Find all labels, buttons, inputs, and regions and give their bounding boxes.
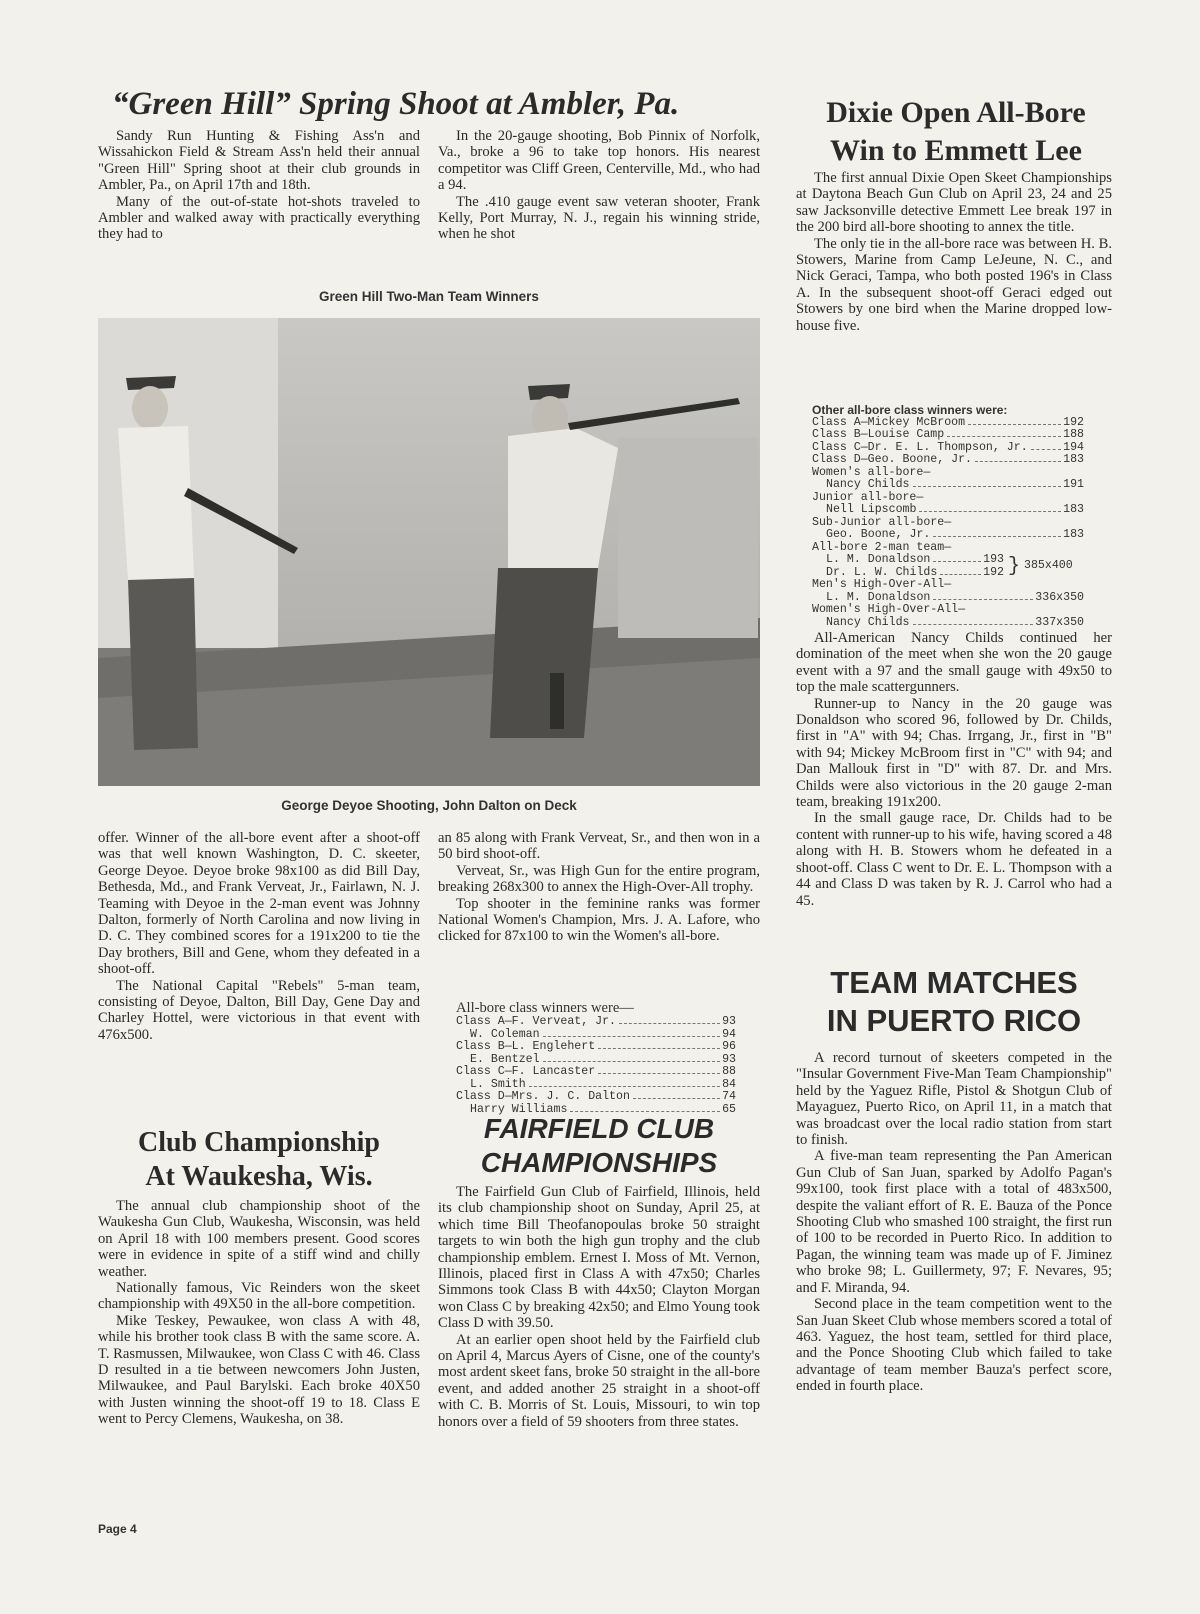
paragraph: Many of the out-of-state hot-shots traveled to Ambler and walked away with practically everything they had to [98, 193, 420, 243]
winners-heading: All-bore class winners were— [456, 1000, 634, 1016]
item-label: Class C—F. Lancaster [456, 1065, 596, 1078]
item-label: Class B—Louise Camp [812, 428, 945, 441]
leader-dots [598, 1073, 720, 1074]
item-label: Women's High-Over-All— [812, 603, 966, 616]
list-item [812, 579, 1084, 592]
team-total: 385x400 [1024, 559, 1073, 573]
shooting-photo [98, 318, 760, 786]
dixie-headline [796, 94, 1116, 170]
item-score: 194 [1063, 440, 1084, 454]
leader-dots [633, 1098, 720, 1099]
dixie-body-bottom [796, 630, 1112, 909]
green-hill-col1-top [98, 128, 420, 243]
item-score: 93 [722, 1015, 736, 1028]
item-score: 74 [722, 1090, 736, 1103]
brace: } [1008, 554, 1021, 578]
paragraph: In the small gauge race, Dr. Childs had to be content with runner-up to his wife, having scored a 48 along with H. B. Stowers whom he defeated in a shoot-off. Class C went to Dr. E. L. Thompson with a 44 and Class D was taken by R. J. Carrol who had a 45. [796, 810, 1112, 909]
item-score: 94 [722, 1027, 736, 1041]
paragraph: Second place in the team competition went to the San Juan Skeet Club whose members scored a total of 463. Yaguez, the host team, settled for third place, and the Ponce Shooting Club which failed to take advantage of team member Bauza's perfect score, ended in fourth place. [796, 1296, 1112, 1395]
fairfield-headline [438, 1112, 760, 1180]
item-label: E. Bentzel [470, 1052, 540, 1066]
leader-dots [933, 599, 1033, 600]
green-hill-winners-list [456, 1000, 736, 1116]
paragraph: The .410 gauge event saw veteran shooter, Frank Kelly, Port Murray, N. J., regain his winning stride, when he shot [438, 193, 760, 243]
item-label: Nancy Childs [826, 478, 910, 491]
list-item [812, 429, 1084, 442]
leader-dots [940, 574, 981, 575]
list-item [812, 554, 1004, 567]
paragraph: In the 20-gauge shooting, Bob Pinnix of Norfolk, Va., broke a 96 to take top honors. His nearest competitor was Cliff Green, Centerville, Md., who had a 94. [438, 128, 760, 194]
item-label: Class D—Geo. Boone, Jr. [812, 453, 973, 466]
green-hill-col1-bottom [98, 830, 420, 1043]
team-entry [812, 554, 1084, 579]
item-score: 336x350 [1035, 590, 1084, 604]
paragraph: Sandy Run Hunting & Fishing Ass'n and Wissahickon Field & Stream Ass'n held their annual "Green Hill" Spring shoot at their club grounds in Ambler, Pa., on April 17th and 18th. [98, 128, 420, 194]
headline-line: Win to Emmett Lee [830, 134, 1082, 167]
leader-dots [1031, 449, 1061, 450]
headline-line: FAIRFIELD CLUB [483, 1113, 715, 1144]
item-label: Geo. Boone, Jr. [826, 528, 931, 541]
paragraph: A five-man team representing the Pan American Gun Club of San Juan, sparked by Adolfo Pagan's 99x100, took first place with a total of 483x500, despite the valiant effort of R. E. Bauza of the Ponce Shooting Club who smashed 100 straight, the first run of 100 to be recorded in Puerto Rico. In addition to Pagan, the winning team was made up of F. Jiminez who broke 98; L. Guillermety, 97; F. Nevares, 95; and F. Miranda, 94. [796, 1148, 1112, 1296]
photo-caption: George Deyoe Shooting, John Dalton on Deck [281, 798, 577, 813]
item-label: Men's High-Over-All— [812, 578, 952, 591]
green-hill-col2-bottom [438, 830, 760, 945]
list-item [812, 617, 1084, 630]
headline-line: CHAMPIONSHIPS [480, 1147, 718, 1178]
paragraph: A record turnout of skeeters competed in the "Insular Government Five-Man Team Championship" held by the Yaguez Rifle, Pistol & Shotgun Club of Mayaguez, Puerto Rico, on April 11, in a match that was broadcast over the local radio station from start to finish. [796, 1050, 1112, 1149]
item-label: L. M. Donaldson [826, 590, 931, 604]
item-label: W. Coleman [470, 1027, 540, 1041]
paragraph: The annual club championship shoot of the Waukesha Gun Club, Waukesha, Wisconsin, was held on April 18 with 100 members present. Good scores were in evidence in spite of a stiff wind and chilly weather. [98, 1198, 420, 1280]
winners-heading: Other all-bore class winners were: [812, 403, 1008, 417]
leader-dots [619, 1023, 720, 1024]
puerto-rico-body [796, 1050, 1112, 1395]
leader-dots [933, 536, 1061, 537]
list-item [812, 604, 1084, 617]
fairfield-body [438, 1184, 760, 1430]
headline-line: IN PUERTO RICO [826, 1003, 1082, 1038]
item-score: 88 [722, 1065, 736, 1078]
leader-dots [947, 436, 1061, 437]
main-headline: “Green Hill” Spring Shoot at Ambler, Pa. [112, 86, 680, 122]
item-score: 84 [722, 1077, 736, 1091]
dixie-winners-list [812, 404, 1084, 629]
item-score: 337x350 [1035, 615, 1084, 629]
item-label: Class A—Mickey McBroom [812, 415, 966, 429]
headline-line: At Waukesha, Wis. [145, 1161, 373, 1192]
paragraph: The National Capital "Rebels" 5-man team, consisting of Deyoe, Dalton, Bill Day, Gene Day and Charley Hottel, were victorious in that event with 476x500. [98, 977, 420, 1043]
photo-illustration [98, 318, 760, 786]
leader-dots [975, 461, 1061, 462]
leader-dots [919, 511, 1061, 512]
item-label: Class B—L. Englehert [456, 1040, 596, 1053]
headline-line: Dixie Open All-Bore [826, 96, 1086, 129]
headline-line: TEAM MATCHES [830, 965, 1078, 1000]
headline-line: Club Championship [137, 1127, 380, 1158]
item-label: Class D—Mrs. J. C. Dalton [456, 1090, 630, 1103]
item-score: 93 [722, 1052, 736, 1066]
leader-dots [913, 486, 1062, 487]
item-label: L. M. Donaldson [826, 553, 931, 566]
item-label: Dr. L. W. Childs [826, 565, 938, 579]
photo-title: Green Hill Two-Man Team Winners [319, 289, 539, 304]
item-label: Sub-Junior all-bore— [812, 515, 952, 529]
item-score: 65 [722, 1102, 736, 1116]
item-score: 192 [983, 565, 1004, 579]
leader-dots [543, 1036, 721, 1037]
leader-dots [933, 561, 981, 562]
waukesha-body [98, 1198, 420, 1428]
paragraph: offer. Winner of the all-bore event after a shoot-off was that well known Washington, D. C. skeeter, George Deyoe. Deyoe broke 98x100 as did Bill Day, Bethesda, Md., and Frank Verveat, Jr., Fairlawn, N. J. Teaming with Deyoe in the 2-man event was Johnny Dalton, formerly of North Carolina and now living in D. C. They combined scores for a 191x200 to tie the Day brothers, Bill and Gene, whom they defeated in a shoot-off. [98, 830, 420, 978]
item-score: 191 [1063, 478, 1084, 491]
item-label: Harry Williams [470, 1102, 568, 1116]
list-item [456, 1041, 736, 1054]
item-score: 193 [983, 553, 1004, 566]
leader-dots [543, 1061, 721, 1062]
paragraph: The Fairfield Gun Club of Fairfield, Illinois, held its club championship shoot on Sunday, April 25, at which time Bill Theofanopoulas broke 50 straight targets to win both the high gun trophy and the club championship emblem. Ernest I. Moss of Mt. Vernon, Illinois, placed first in Class A with 47x50; Charles Simmons took Class B with 44x50; Clayton Morgan won Class C by breaking 42x50; and Elmo Young took Class D with 39.50. [438, 1184, 760, 1332]
list-item [456, 1091, 736, 1104]
leader-dots [968, 424, 1061, 425]
item-label: Women's all-bore— [812, 465, 931, 479]
item-score: 183 [1063, 503, 1084, 516]
item-label: Class A—F. Verveat, Jr. [456, 1015, 617, 1028]
item-score: 183 [1063, 528, 1084, 541]
list-item [456, 1066, 736, 1079]
list-item [456, 1016, 736, 1029]
list-item [812, 529, 1084, 542]
paragraph: an 85 along with Frank Verveat, Sr., and then won in a 50 bird shoot-off. [438, 830, 760, 863]
paragraph: All-American Nancy Childs continued her domination of the meet when she won the 20 gauge event with a 97 and the small gauge with 49x50 to top the male scattergunners. [796, 630, 1112, 696]
item-score: 192 [1063, 415, 1084, 429]
paragraph: The only tie in the all-bore race was between H. B. Stowers, Marine from Camp LeJeune, N. C., and Nick Geraci, Tampa, who both posted 196's in Class A. In the subsequent shoot-off Geraci edged out Stowers by one bird when the Marine dropped low-house five. [796, 235, 1112, 334]
leader-dots [913, 624, 1034, 625]
page-number: Page 4 [98, 1522, 137, 1536]
item-label: Junior all-bore— [812, 490, 924, 504]
leader-dots [529, 1086, 720, 1087]
paragraph: Mike Teskey, Pewaukee, won class A with 48, while his brother took class B with the same score. A. T. Rasmussen, Milwaukee, won Class C with 46. Class D resulted in a tie between newcomers John Justen, Milwaukee, and Paul Barylski. Each broke 40X50 with Justen winning the shoot-off 19 to 18. Class E went to Percy Clemens, Waukesha, on 38. [98, 1312, 420, 1428]
list-item [812, 454, 1084, 467]
waukesha-headline [98, 1126, 420, 1194]
list-item [812, 504, 1084, 517]
item-score: 183 [1063, 453, 1084, 466]
item-label: L. Smith [470, 1077, 526, 1091]
paragraph: Top shooter in the feminine ranks was former National Women's Champion, Mrs. J. A. Lafore, who clicked for 87x100 to win the Women's all-bore. [438, 895, 760, 945]
item-label: Class C—Dr. E. L. Thompson, Jr. [812, 440, 1028, 454]
dixie-body-top [796, 170, 1112, 334]
item-label: Nell Lipscomb [826, 503, 917, 516]
leader-dots [598, 1048, 720, 1049]
item-score: 96 [722, 1040, 736, 1053]
item-label: Nancy Childs [826, 615, 910, 629]
paragraph: At an earlier open shoot held by the Fairfield club on April 4, Marcus Ayers of Cisne, one of the county's most ardent skeet fans, broke 50 straight in the all-bore event, and added another 25 straight in a shoot-off with C. B. Morris of St. Louis, Missouri, to win top honors over a field of 59 shooters from three states. [438, 1331, 760, 1430]
item-score: 188 [1063, 428, 1084, 441]
paragraph: Runner-up to Nancy in the 20 gauge was Donaldson who scored 96, followed by Dr. Childs, first in "A" with 94; Chas. Irrgang, Jr., first in "B" with 94; Mickey McBroom first in "C" with 94; and Dan Mallouk first in "D" with 87. Dr. and Mrs. Childs were also victorious in the 20 gauge 2-man team, breaking 191x200. [796, 695, 1112, 811]
item-label: All-bore 2-man team— [812, 540, 952, 554]
green-hill-col2-top [438, 128, 760, 243]
paragraph: Verveat, Sr., was High Gun for the entire program, breaking 268x300 to annex the High-Over-All trophy. [438, 862, 760, 896]
paragraph: Nationally famous, Vic Reinders won the skeet championship with 49X50 in the all-bore competition. [98, 1280, 420, 1313]
paragraph: The first annual Dixie Open Skeet Championships at Daytona Beach Gun Club on April 23, 24 and 25 saw Jacksonville detective Emmett Lee break 197 in the 200 bird all-bore shooting to annex the title. [796, 170, 1112, 236]
list-item [812, 479, 1084, 492]
puerto-rico-headline [796, 964, 1112, 1040]
